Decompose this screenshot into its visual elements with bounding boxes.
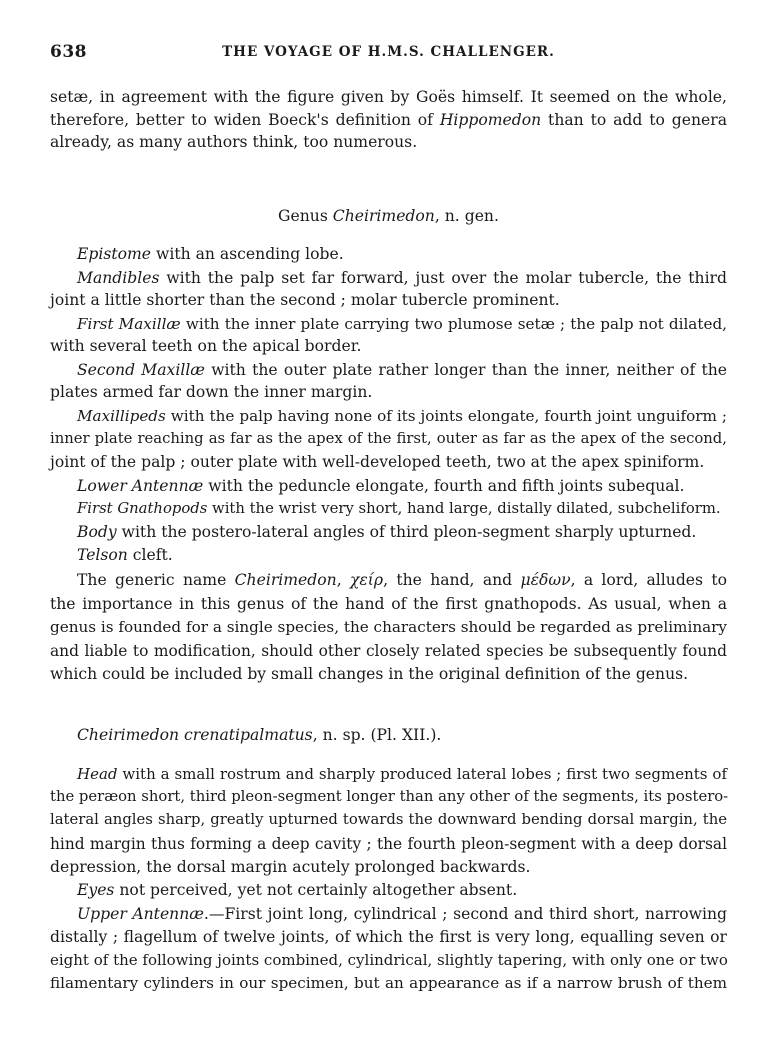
text-line: plates armed far down the inner margin. xyxy=(50,383,373,401)
text-line: genus is founded for a single species, the characters should be regarded as preliminary xyxy=(50,618,727,636)
page-header xyxy=(50,42,727,66)
description-head: Head with a small rostrum and sharply produced lateral lobes ; first two segments of xyxy=(77,765,727,783)
text-line: setæ, in agreement with the figure given by Goës himself. It seemed on the whole, xyxy=(50,88,727,106)
character-first-maxillae: First Maxillæ with the inner plate carrying two plumose setæ ; the palp not dilated, xyxy=(77,315,727,333)
text-line: which could be included by small changes in the original definition of the genus. xyxy=(50,665,689,683)
running-title: THE VOYAGE OF H.M.S. CHALLENGER. xyxy=(222,44,555,60)
character-first-gnathopods: First Gnathopods with the wrist very short, hand large, distally dilated, subcheliform. xyxy=(77,500,721,517)
text-line: joint of the palp ; outer plate with well-developed teeth, two at the apex spiniform. xyxy=(50,453,705,471)
text-line: inner plate reaching as far as the apex of the first, outer as far as the apex of the second, xyxy=(50,430,727,447)
character-maxillipeds: Maxillipeds with the palp having none of its joints elongate, fourth joint unguiform ; xyxy=(77,407,727,425)
text-line: hind margin thus forming a deep cavity ; the fourth pleon-segment with a deep dorsal xyxy=(50,835,727,853)
text-line: and liable to modification, should other closely related species be subsequently found xyxy=(50,642,727,660)
description-upper-antennae: Upper Antennæ.—First joint long, cylindrical ; second and third short, narrowing xyxy=(77,905,727,923)
text-line: already, as many authors think, too numerous. xyxy=(50,133,418,151)
page-number: 638 xyxy=(50,42,87,62)
text-line: with several teeth on the apical border. xyxy=(50,337,362,355)
text-line: distally ; flagellum of twelve joints, of which the first is very long, equalling seven or xyxy=(50,928,727,946)
text-line: the peræon short, third pleon-segment longer than any other of the segments, its postero- xyxy=(50,788,729,805)
description-eyes: Eyes not perceived, yet not certainly altogether absent. xyxy=(77,881,518,899)
text-line: lateral angles sharp, greatly upturned towards the downward bending dorsal margin, the xyxy=(50,811,727,828)
character-body: Body with the postero-lateral angles of third pleon-segment sharply upturned. xyxy=(77,523,697,541)
text-line: The generic name Cheirimedon, χείρ, the hand, and μέδων, a lord, alludes to xyxy=(77,571,728,589)
character-mandibles: Mandibles with the palp set far forward, just over the molar tubercle, the third xyxy=(77,269,727,287)
character-epistome: Epistome with an ascending lobe. xyxy=(77,245,344,263)
text-line: joint a little shorter than the second ; molar tubercle prominent. xyxy=(50,291,560,309)
species-heading: Cheirimedon crenatipalmatus, n. sp. (Pl. XII.). xyxy=(77,726,442,744)
character-lower-antennae: Lower Antennæ with the peduncle elongate, fourth and fifth joints subequal. xyxy=(77,477,685,495)
text-line: filamentary cylinders in our specimen, but an appearance as if a narrow brush of them xyxy=(50,974,727,992)
character-second-maxillae: Second Maxillæ with the outer plate rather longer than the inner, neither of the xyxy=(77,361,727,379)
text-line: therefore, better to widen Boeck's definition of Hippomedon than to add to genera xyxy=(50,111,727,129)
text-line: the importance in this genus of the hand of the first gnathopods. As usual, when a xyxy=(50,595,727,613)
text-line: eight of the following joints combined, cylindrical, slightly tapering, with only one or two xyxy=(50,951,728,969)
character-telson: Telson cleft. xyxy=(77,546,173,564)
genus-heading: Genus Cheirimedon, n. gen. xyxy=(278,207,499,225)
text-line: depression, the dorsal margin acutely prolonged backwards. xyxy=(50,858,531,876)
